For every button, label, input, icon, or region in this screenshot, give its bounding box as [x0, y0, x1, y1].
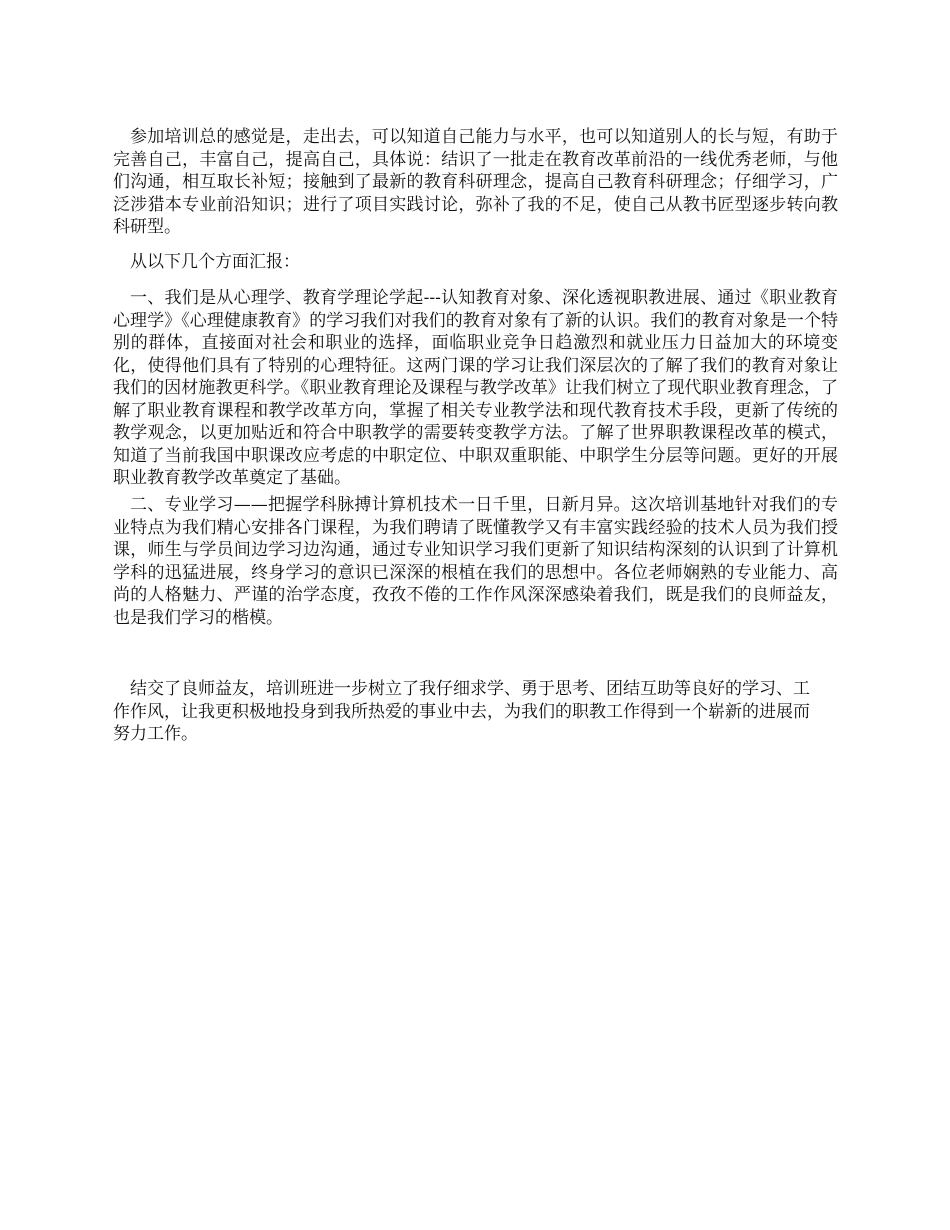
- paragraph-report-intro: 从以下几个方面汇报：: [130, 252, 300, 272]
- paragraph-summary: 参加培训总的感觉是，走出去，可以知道自己能力与水平，也可以知道别人的长与短，有助于完善自己，丰富自己，提高自己，具体说：结识了一批走在教育改革前沿的一线优秀老师，与他们沟通，相互取长补短；接触到了最新的教育科研理念，提高自己教育科研理念；仔细学习，广泛涉猎本专业前沿知识；进行了项目实践讨论，弥补了我的不足，使自己从教书匠型逐步转向教科研型。: [113, 127, 838, 237]
- paragraph-section-two: 二、专业学习——把握学科脉搏计算机技术一日千里，日新月异。这次培训基地针对我们的专业特点为我们精心安排各门课程，为我们聘请了既懂教学又有丰富实践经验的技术人员为我们授课，师生与学员间边学习边沟通，通过专业知识学习我们更新了知识结构深刻的认识到了计算机学科的迅猛进展，终身学习的意识已深深的根植在我们的思想中。各位老师娴熟的专业能力、高尚的人格魅力、严谨的治学态度，孜孜不倦的工作作风深深感染着我们，既是我们的良师益友，也是我们学习的楷模。: [113, 495, 838, 628]
- paragraph-conclusion: 结交了良师益友，培训班进一步树立了我仔细求学、勇于思考、团结互助等良好的学习、工作作风，让我更积极地投身到我所热爱的事业中去，为我们的职教工作得到一个崭新的进展而努力工作。: [113, 679, 810, 744]
- paragraph-section-one: 一、我们是从心理学、教育学理论学起---认知教育对象、深化透视职教进展、通过《职业教育心理学》《心理健康教育》的学习我们对我们的教育对象有了新的认识。我们的教育对象是一个特别的群体，直接面对社会和职业的选择，面临职业竞争日趋激烈和就业压力日益加大的环境变化，使得他们具有了特别的心理特征。这两门课的学习让我们深层次的了解了我们的教育对象让我们的因材施教更科学。《职业教育理论及课程与教学改革》让我们树立了现代职业教育理念，了解了职业教育课程和教学改革方向，掌握了相关专业教学法和现代教育技术手段，更新了传统的教学观念，以更加贴近和符合中职教学的需要转变教学方法。了解了世界职教课程改革的模式，知道了当前我国中职课改应考虑的中职定位、中职双重职能、中职学生分层等问题。更好的开展职业教育教学改革奠定了基础。: [113, 288, 838, 488]
